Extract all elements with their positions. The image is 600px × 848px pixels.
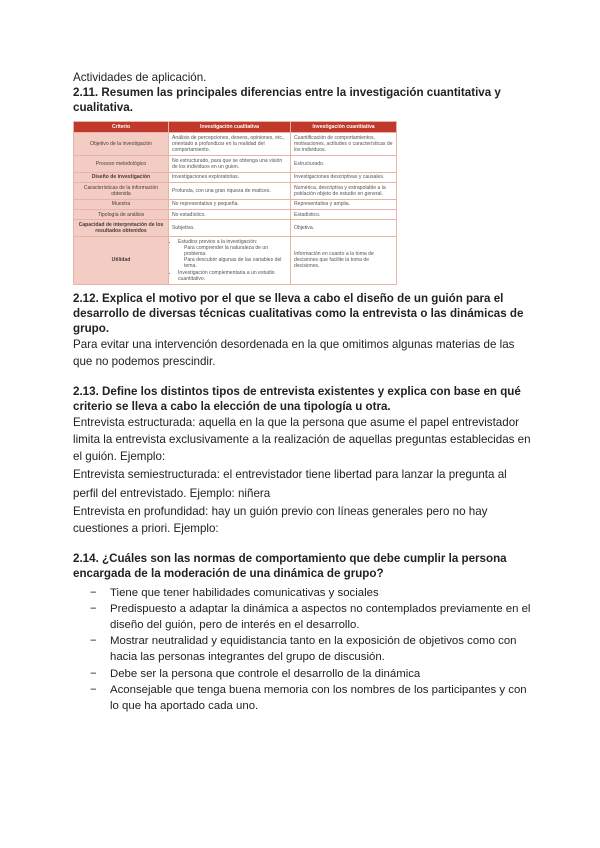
quantitative-cell: Numérica, descriptiva y extrapolable a la población objeto de estudio en general. bbox=[291, 182, 397, 199]
qualitative-cell: No estadístico. bbox=[169, 209, 291, 219]
table-row bbox=[74, 172, 397, 182]
interview-semistructured: Entrevista semiestructurada: el entrevistador tiene libertad para lanzar la pregunta al perfil del entrevistado. Ejemplo: niñera bbox=[73, 467, 507, 500]
interview-in-depth: Entrevista en profundidad: hay un guión previo con líneas generales pero no hay cuestiones a priori. Ejemplo: bbox=[73, 504, 488, 535]
criterion-cell: Diseño de investigación bbox=[74, 172, 169, 182]
list-item bbox=[73, 682, 533, 714]
quantitative-cell: Estadístico. bbox=[291, 209, 397, 219]
quantitative-cell: Cuantificación de comportamientos, motivaciones, actitudes o características de los individuos. bbox=[291, 133, 397, 156]
list-item-text: Debe ser la persona que controle el desarrollo de la dinámica bbox=[110, 667, 421, 680]
table-row bbox=[74, 199, 397, 209]
criterion-cell: Muestra bbox=[74, 199, 169, 209]
table-row bbox=[74, 133, 397, 156]
criterion-cell: Proceso metodológico bbox=[74, 156, 169, 173]
table-header-row bbox=[74, 122, 397, 133]
interview-structured: Entrevista estructurada: aquella en la que la persona que asume el papel entrevistador limita la entrevista exclusivamente a la realización de aquellas preguntas establecidas en el guión. Ejemplo: bbox=[73, 415, 531, 463]
list-item-text: Aconsejable que tenga buena memoria con los nombres de los participantes y con lo que ha aportado cada uno. bbox=[110, 683, 527, 712]
qualitative-cell: No representativa y pequeña. bbox=[169, 199, 291, 209]
quantitative-cell: Información en cuanto a la toma de decisiones que facilite la toma de decisiones. bbox=[291, 236, 397, 284]
question-2-11-title: 2.11. Resumen las principales diferencias entre la investigación cuantitativa y cualitativa. bbox=[73, 86, 501, 114]
criterion-cell: Capacidad de interpretación de los resultados obtenidos bbox=[74, 220, 169, 237]
list-item-text: Tiene que tener habilidades comunicativas y sociales bbox=[110, 586, 379, 599]
quantitative-cell: Representativa y amplia. bbox=[291, 199, 397, 209]
list-item bbox=[73, 633, 533, 665]
quantitative-cell: Estructurado. bbox=[291, 156, 397, 173]
dash-bullet-icon: − bbox=[90, 586, 97, 599]
table-header: Criterio bbox=[74, 122, 169, 133]
criterion-cell: Objetivo de la investigación bbox=[74, 133, 169, 156]
qualitative-cell: Profunda, con una gran riqueza de matices. bbox=[169, 182, 291, 199]
criterion-cell: Utilidad bbox=[74, 236, 169, 284]
table-row bbox=[74, 182, 397, 199]
quantitative-cell: Investigaciones descriptivas y causales. bbox=[291, 172, 397, 182]
list-item-text: Mostrar neutralidad y equidistancia tanto en la exposición de objetivos como con hacia las personas integrantes del grupo de discusión. bbox=[110, 635, 517, 664]
intro-line: Actividades de aplicación. bbox=[73, 71, 207, 84]
utility-subitem: Para comprender la naturaleza de un problema. bbox=[184, 244, 269, 257]
quantitative-cell: Objetiva. bbox=[291, 220, 397, 237]
document-page bbox=[73, 70, 533, 714]
qualitative-cell: No estructurado, para que se obtenga una visión de los individuos en un guion. bbox=[169, 156, 291, 173]
dash-bullet-icon: − bbox=[90, 667, 97, 680]
table-header: Investigación cualitativa bbox=[169, 122, 291, 133]
utility-subitem: Para descubrir algunas de las variables del tema. bbox=[184, 257, 282, 270]
moderator-norms-list bbox=[73, 585, 533, 715]
qualitative-cell: Análisis de percepciones, deseos, opiniones, etc., orientado a profundizar en la realidad del comportamiento. bbox=[169, 133, 291, 156]
utility-item: Estudios previos a la investigación: bbox=[178, 238, 258, 245]
table-row bbox=[74, 209, 397, 219]
list-item bbox=[73, 585, 533, 601]
table-body bbox=[74, 133, 397, 284]
criterion-cell: Tipología de análisis bbox=[74, 209, 169, 219]
list-item bbox=[73, 666, 533, 682]
comparison-table-wrap bbox=[73, 121, 396, 285]
list-item bbox=[73, 601, 533, 633]
comparison-table bbox=[73, 121, 397, 285]
question-2-14-title: 2.14. ¿Cuáles son las normas de comportamiento que debe cumplir la persona encargada de la moderación de una dinámica de grupo? bbox=[73, 551, 507, 580]
dash-bullet-icon: − bbox=[90, 635, 97, 648]
table-row bbox=[74, 220, 397, 237]
qualitative-cell: Investigaciones exploratorias. bbox=[169, 172, 291, 182]
qualitative-cell: Subjetiva. bbox=[169, 220, 291, 237]
question-2-13-title: 2.13. Define los distintos tipos de entrevista existentes y explica con base en qué criterio se lleva a cabo la elección de una tipología u otra. bbox=[73, 384, 521, 413]
table-header: Investigación cuantitativa bbox=[291, 122, 397, 133]
dash-bullet-icon: − bbox=[90, 683, 97, 696]
qualitative-cell bbox=[169, 236, 291, 284]
dash-bullet-icon: − bbox=[90, 602, 97, 615]
table-row-utility bbox=[74, 236, 397, 284]
utility-item: • Investigación complementaria a un estudio cuantitativo. bbox=[178, 270, 287, 282]
criterion-cell: Características de la información obtenida bbox=[74, 182, 169, 199]
table-row bbox=[74, 156, 397, 173]
question-2-12-title: 2.12. Explica el motivo por el que se lleva a cabo el diseño de un guión para el desarrollo de diversas técnicas cualitativas como la entrevista o las dinámicas de grupo. bbox=[73, 291, 524, 335]
list-item-text: Predispuesto a adaptar la dinámica a aspectos no contemplados previamente en el diseño del guión, pero de interés en el desarrollo. bbox=[110, 602, 531, 631]
question-2-12-answer: Para evitar una intervención desordenada en la que omitimos algunas materias de las que no podemos prescindir. bbox=[73, 337, 515, 368]
